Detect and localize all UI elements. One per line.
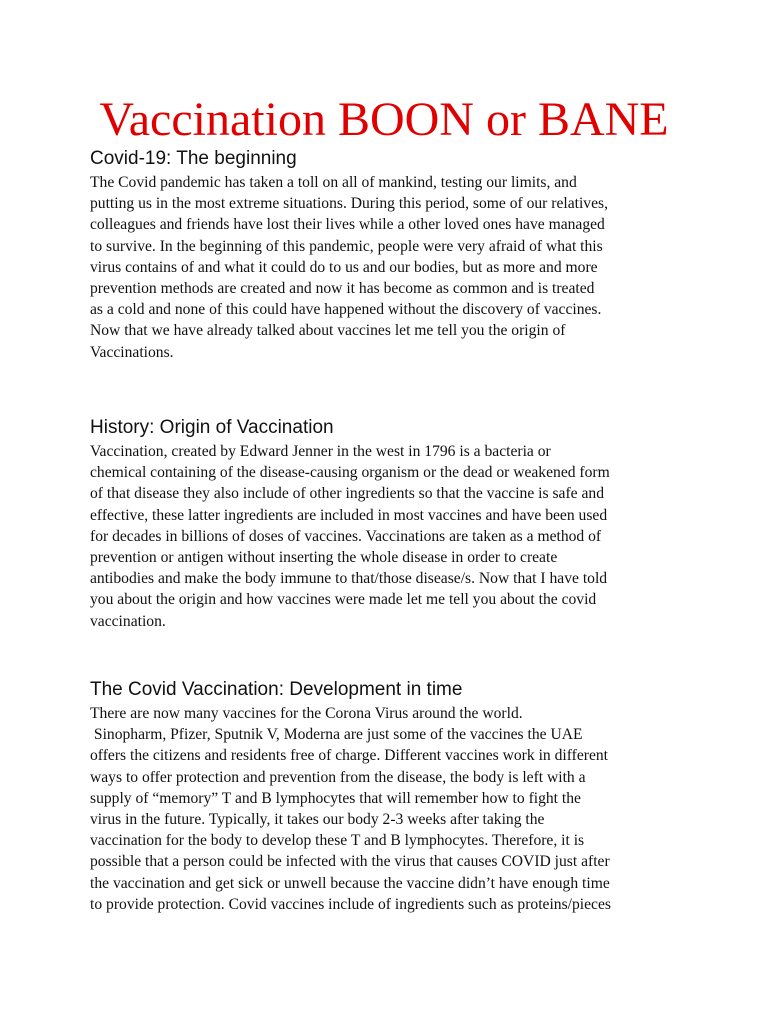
- body-line: Sinopharm, Pfizer, Sputnik V, Moderna are just some of the vaccines the UAE: [90, 726, 583, 744]
- body-line: chemical containing of the disease-causing organism or the dead or weakened form: [90, 464, 610, 482]
- body-line: Vaccination, created by Edward Jenner in the west in 1796 is a bacteria or: [90, 443, 551, 460]
- body-line: supply of “memory” T and B lymphocytes that will remember how to fight the: [90, 789, 581, 807]
- section-heading: The Covid Vaccination: Development in time: [90, 679, 463, 700]
- body-line: to survive. In the beginning of this pandemic, people were very afraid of what this: [90, 237, 603, 255]
- section-covid-beginning: [90, 148, 730, 363]
- body-line: colleagues and friends have lost their lives while a other loved ones have managed: [90, 216, 605, 234]
- body-line: possible that a person could be infected with the virus that causes COVID just after: [90, 853, 610, 871]
- body-line: Now that we have already talked about vaccines let me tell you the origin of: [90, 322, 566, 340]
- body-line: Vaccinations.: [90, 343, 174, 361]
- section-covid-vaccination-development: [90, 679, 730, 915]
- body-line: effective, these latter ingredients are included in most vaccines and have been used: [90, 506, 608, 524]
- body-line: as a cold and none of this could have happened without the discovery of vaccines.: [90, 301, 602, 319]
- body-line: of that disease they also include of other ingredients so that the vaccine is safe and: [90, 485, 604, 503]
- section-heading: Covid-19: The beginning: [90, 148, 297, 169]
- body-line: offers the citizens and residents free of charge. Different vaccines work in different: [90, 747, 608, 765]
- body-line: virus contains of and what it could do to us and our bodies, but as more and more: [90, 258, 598, 276]
- body-line: to provide protection. Covid vaccines include of ingredients such as proteins/pieces: [90, 895, 611, 913]
- section-heading: History: Origin of Vaccination: [90, 417, 334, 438]
- body-line: virus in the future. Typically, it takes our body 2-3 weeks after taking the: [90, 811, 545, 829]
- document-title: Vaccination BOON or BANE: [99, 93, 669, 146]
- body-line: prevention or antigen without inserting the whole disease in order to create: [90, 549, 558, 567]
- body-line: vaccination.: [90, 612, 166, 630]
- body-line: you about the origin and how vaccines were made let me tell you about the covid: [90, 591, 597, 609]
- body-line: ways to offer protection and prevention from the disease, the body is left with a: [90, 768, 586, 786]
- body-line: prevention methods are created and now it has become as common and is treated: [90, 280, 595, 298]
- section-history-origin: [90, 417, 730, 632]
- body-line: antibodies and make the body immune to that/those disease/s. Now that I have told: [90, 570, 608, 588]
- body-line: There are now many vaccines for the Corona Virus around the world.: [90, 705, 523, 722]
- body-line: The Covid pandemic has taken a toll on all of mankind, testing our limits, and: [90, 174, 577, 191]
- body-line: the vaccination and get sick or unwell because the vaccine didn’t have enough time: [90, 874, 610, 892]
- section-body: [90, 172, 730, 363]
- body-line: putting us in the most extreme situations. During this period, some of our relatives,: [90, 195, 608, 213]
- body-line: for decades in billions of doses of vaccines. Vaccinations are taken as a method of: [90, 527, 602, 545]
- body-line: vaccination for the body to develop these T and B lymphocytes. Therefore, it is: [90, 832, 585, 850]
- section-body: [90, 703, 730, 915]
- section-body: [90, 441, 730, 632]
